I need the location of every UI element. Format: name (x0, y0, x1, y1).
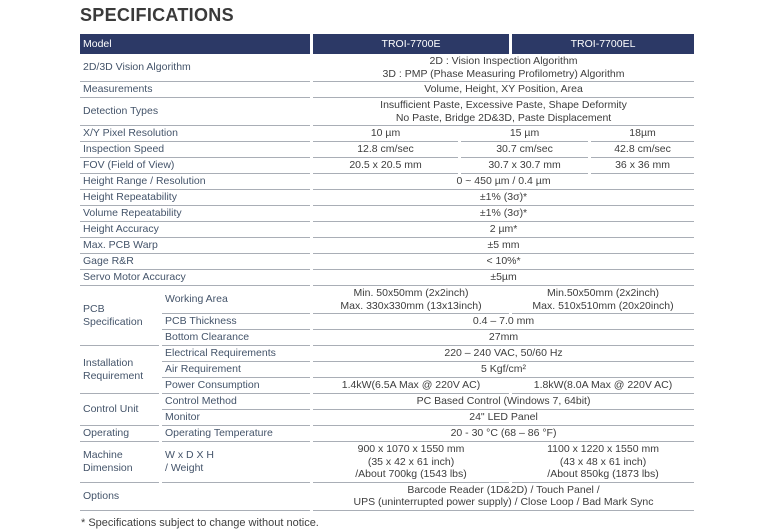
row-label-pcb-thickness: PCB Thickness (162, 314, 310, 330)
value-line: Barcode Reader (1D&2D) / Touch Panel / (407, 483, 600, 496)
cell-pixel-resolution-3: 18µm (591, 126, 694, 142)
row-label-inspection-speed: Inspection Speed (80, 142, 310, 158)
cell-detection-types (313, 98, 694, 126)
row-label-max-pcb-warp: Max. PCB Warp (80, 238, 310, 254)
row-height-accuracy (80, 222, 694, 238)
value-line: No Paste, Bridge 2D&3D, Paste Displacement (395, 111, 612, 124)
row-vision-algorithm (80, 54, 694, 82)
cell-pixel-resolution-2: 15 µm (461, 126, 588, 142)
header-model-troi-7700e: TROI-7700E (313, 34, 509, 54)
cell-fov-3: 36 x 36 mm (591, 158, 694, 174)
value-line: /About 700kg (1543 lbs) (355, 468, 467, 480)
row-working-area (80, 286, 694, 314)
row-label-control-method: Control Method (162, 394, 310, 410)
value-line: 1100 x 1220 x 1550 mm (547, 443, 659, 455)
cell-height-accuracy: 2 µm* (313, 222, 694, 238)
row-detection-types (80, 98, 694, 126)
cell-servo-accuracy: ±5µm (313, 270, 694, 286)
row-label-height-accuracy: Height Accuracy (80, 222, 310, 238)
cell-monitor: 24" LED Panel (313, 410, 694, 426)
row-label-servo-accuracy: Servo Motor Accuracy (80, 270, 310, 286)
row-label-operating-temperature: Operating Temperature (162, 426, 310, 442)
cell-height-repeatability: ±1% (3σ)* (313, 190, 694, 206)
cell-air-requirement: 5 Kgf/cm² (313, 362, 694, 378)
row-operating-temperature (80, 426, 694, 442)
row-label-volume-repeatability: Volume Repeatability (80, 206, 310, 222)
cell-max-pcb-warp: ±5 mm (313, 238, 694, 254)
footnote: * Specifications subject to change without notice. (81, 516, 319, 529)
cell-machine-dimension-el (512, 442, 694, 483)
row-label-options: Options (80, 483, 310, 511)
cell-control-method: PC Based Control (Windows 7, 64bit) (313, 394, 694, 410)
row-label-electrical-requirements: Electrical Requirements (162, 346, 310, 362)
row-label-machine-dimension (162, 442, 310, 483)
value-line: Min. 50x50mm (2x2inch) (353, 287, 469, 299)
row-pcb-thickness (80, 314, 694, 330)
cell-gage-rr: < 10%* (313, 254, 694, 270)
row-label-gage-rr: Gage R&R (80, 254, 310, 270)
row-measurements (80, 82, 694, 98)
label-line: / Weight (165, 461, 204, 474)
value-line: 900 x 1070 x 1550 mm (357, 443, 465, 455)
group-label-operating: Operating (80, 426, 159, 442)
row-gage-rr (80, 254, 694, 270)
cell-fov-1: 20.5 x 20.5 mm (313, 158, 458, 174)
value-line: /About 850kg (1873 lbs) (547, 468, 659, 480)
row-label-height-repeatability: Height Repeatability (80, 190, 310, 206)
row-servo-accuracy (80, 270, 694, 286)
group-label-machine-dimension: Machine Dimension (80, 442, 159, 483)
row-height-range (80, 174, 694, 190)
spec-table (77, 34, 697, 511)
cell-bottom-clearance: 27mm (313, 330, 694, 346)
row-label-detection-types: Detection Types (80, 98, 310, 126)
value-line: Insufficient Paste, Excessive Paste, Shape Deformity (380, 99, 627, 111)
row-label-power-consumption: Power Consumption (162, 378, 310, 394)
table-header-row (80, 34, 694, 54)
row-label-measurements: Measurements (80, 82, 310, 98)
cell-working-area-el (512, 286, 694, 314)
value-line: (43 x 48 x 61 inch) (559, 455, 647, 468)
value-line: Max. 330x330mm (13x13inch) (340, 299, 482, 312)
row-electrical-requirements (80, 346, 694, 362)
cell-height-range: 0 ~ 450 µm / 0.4 µm (313, 174, 694, 190)
cell-pcb-thickness: 0.4 – 7.0 mm (313, 314, 694, 330)
row-air-requirement (80, 362, 694, 378)
row-height-repeatability (80, 190, 694, 206)
group-label-pcb-specification: PCB Specification (80, 286, 159, 346)
row-inspection-speed (80, 142, 694, 158)
value-line: Min.50x50mm (2x2inch) (547, 287, 660, 299)
row-label-pixel-resolution: X/Y Pixel Resolution (80, 126, 310, 142)
value-line: Max. 510x510mm (20x20inch) (532, 299, 674, 312)
row-max-pcb-warp (80, 238, 694, 254)
row-label-fov: FOV (Field of View) (80, 158, 310, 174)
header-model: Model (80, 34, 310, 54)
group-label-installation-requirement: Installation Requirement (80, 346, 159, 394)
cell-operating-temperature: 20 - 30 °C (68 – 86 °F) (313, 426, 694, 442)
cell-vision-algorithm (313, 54, 694, 82)
cell-fov-2: 30.7 x 30.7 mm (461, 158, 588, 174)
row-pixel-resolution (80, 126, 694, 142)
value-line: 3D : PMP (Phase Measuring Profilometry) Algorithm (382, 67, 625, 80)
value-line: 2D : Vision Inspection Algorithm (429, 55, 578, 67)
cell-inspection-speed-1: 12.8 cm/sec (313, 142, 458, 158)
row-monitor (80, 410, 694, 426)
cell-machine-dimension-e (313, 442, 509, 483)
row-label-vision-algorithm: 2D/3D Vision Algorithm (80, 54, 310, 82)
row-options (80, 483, 694, 511)
group-label-control-unit: Control Unit (80, 394, 159, 426)
cell-electrical-requirements: 220 – 240 VAC, 50/60 Hz (313, 346, 694, 362)
cell-volume-repeatability: ±1% (3σ)* (313, 206, 694, 222)
row-power-consumption (80, 378, 694, 394)
cell-measurements: Volume, Height, XY Position, Area (313, 82, 694, 98)
cell-power-consumption-el: 1.8kW(8.0A Max @ 220V AC) (512, 378, 694, 394)
row-control-method (80, 394, 694, 410)
row-label-height-range: Height Range / Resolution (80, 174, 310, 190)
row-bottom-clearance (80, 330, 694, 346)
row-label-working-area: Working Area (162, 286, 310, 314)
cell-inspection-speed-2: 30.7 cm/sec (461, 142, 588, 158)
row-machine-dimension (80, 442, 694, 483)
value-line: (35 x 42 x 61 inch) (367, 455, 455, 468)
cell-options (313, 483, 694, 511)
row-label-monitor: Monitor (162, 410, 310, 426)
value-line: UPS (uninterrupted power supply) / Close Loop / Bad Mark Sync (353, 496, 654, 508)
cell-working-area-e (313, 286, 509, 314)
cell-inspection-speed-3: 42.8 cm/sec (591, 142, 694, 158)
row-volume-repeatability (80, 206, 694, 222)
page-title: SPECIFICATIONS (80, 5, 234, 25)
row-fov (80, 158, 694, 174)
cell-power-consumption-e: 1.4kW(6.5A Max @ 220V AC) (313, 378, 509, 394)
row-label-bottom-clearance: Bottom Clearance (162, 330, 310, 346)
label-line: W x D X H (165, 449, 214, 462)
cell-pixel-resolution-1: 10 µm (313, 126, 458, 142)
header-model-troi-7700el: TROI-7700EL (512, 34, 694, 54)
row-label-air-requirement: Air Requirement (162, 362, 310, 378)
